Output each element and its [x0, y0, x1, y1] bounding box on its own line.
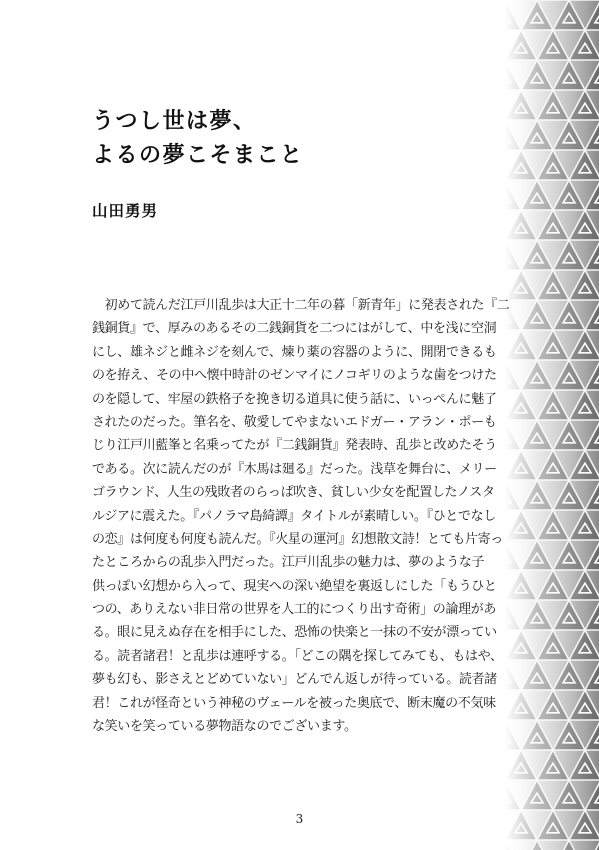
body-line: る。眼に見えぬ存在を相手にした、恐怖の快楽と一抹の不安が漂ってい: [92, 625, 497, 641]
body-line: にし、雄ネジと雌ネジを刻んで、煉り薬の容器のように、開閉できるも: [92, 344, 497, 360]
body-line: 銭銅貨』で、厚みのあるその二銭銅貨を二つにはがして、中を浅に空洞: [92, 321, 497, 337]
page-number: 3: [295, 812, 304, 826]
article-title-line-2: よるの夢こそまこと: [92, 142, 304, 168]
body-line: じり江戸川藍峯と名乗ってたが『二銭銅貨』発表時、乱歩と改めたそう: [92, 438, 497, 454]
body-line: の恋』は何度も何度も読んだ。『火星の運河』幻想散文詩！とても片寄っ: [92, 531, 503, 547]
body-line: ルジアに震えた。『パノラマ島綺譚』タイトルが素晴しい。『ひとでなし: [92, 508, 496, 524]
body-line: 君！これが怪奇という神秘のヴェールを被った奥底で、断末魔の不気味: [92, 695, 496, 711]
body-line: のを拵え、その中へ懐中時計のゼンマイにノコギリのような歯をつけた: [92, 368, 497, 384]
author-name: 山田勇男: [92, 202, 159, 220]
body-line: な笑いを笑っている夢物語なのでございます。: [92, 719, 357, 735]
body-line: たところからの乱歩入門だった。江戸川乱歩の魅力は、夢のような子: [92, 555, 485, 571]
body-line: 初めて読んだ江戸川乱歩は大正十二年の暮「新青年」に発表された『二: [92, 298, 510, 313]
body-line: る。読者諸君！と乱歩は連呼する。「どこの隅を探してみても、もはや、: [92, 648, 503, 664]
body-line: 供っぽい幻想から入って、現実への深い絶望を裏返しにした「もうひと: [92, 578, 497, 594]
article-body: [92, 294, 524, 738]
body-line: 夢も幻も、影さえとどめていない」どんでん返しが待っている。読者諸: [92, 672, 497, 688]
article-title: [92, 104, 304, 172]
body-line: ゴラウンド、人生の残敗者のらっぱ吹き、貧しい少女を配置したノスタ: [92, 485, 495, 501]
body-line: されたのだった。筆名を、敬愛してやまないエドガー・アラン・ポーも: [92, 414, 497, 430]
article-title-line-1: うつし世は夢、: [92, 108, 257, 134]
body-line: のを隠して、牢屋の鉄格子を挽き切る道具に使う話に、いっぺんに魅了: [92, 391, 497, 407]
body-line: つの、ありえない非日常の世界を人工的につくり出す奇術」の論理があ: [92, 602, 497, 618]
body-line: である。次に読んだのが『木馬は廻る』だった。浅草を舞台に、メリー: [92, 461, 497, 477]
